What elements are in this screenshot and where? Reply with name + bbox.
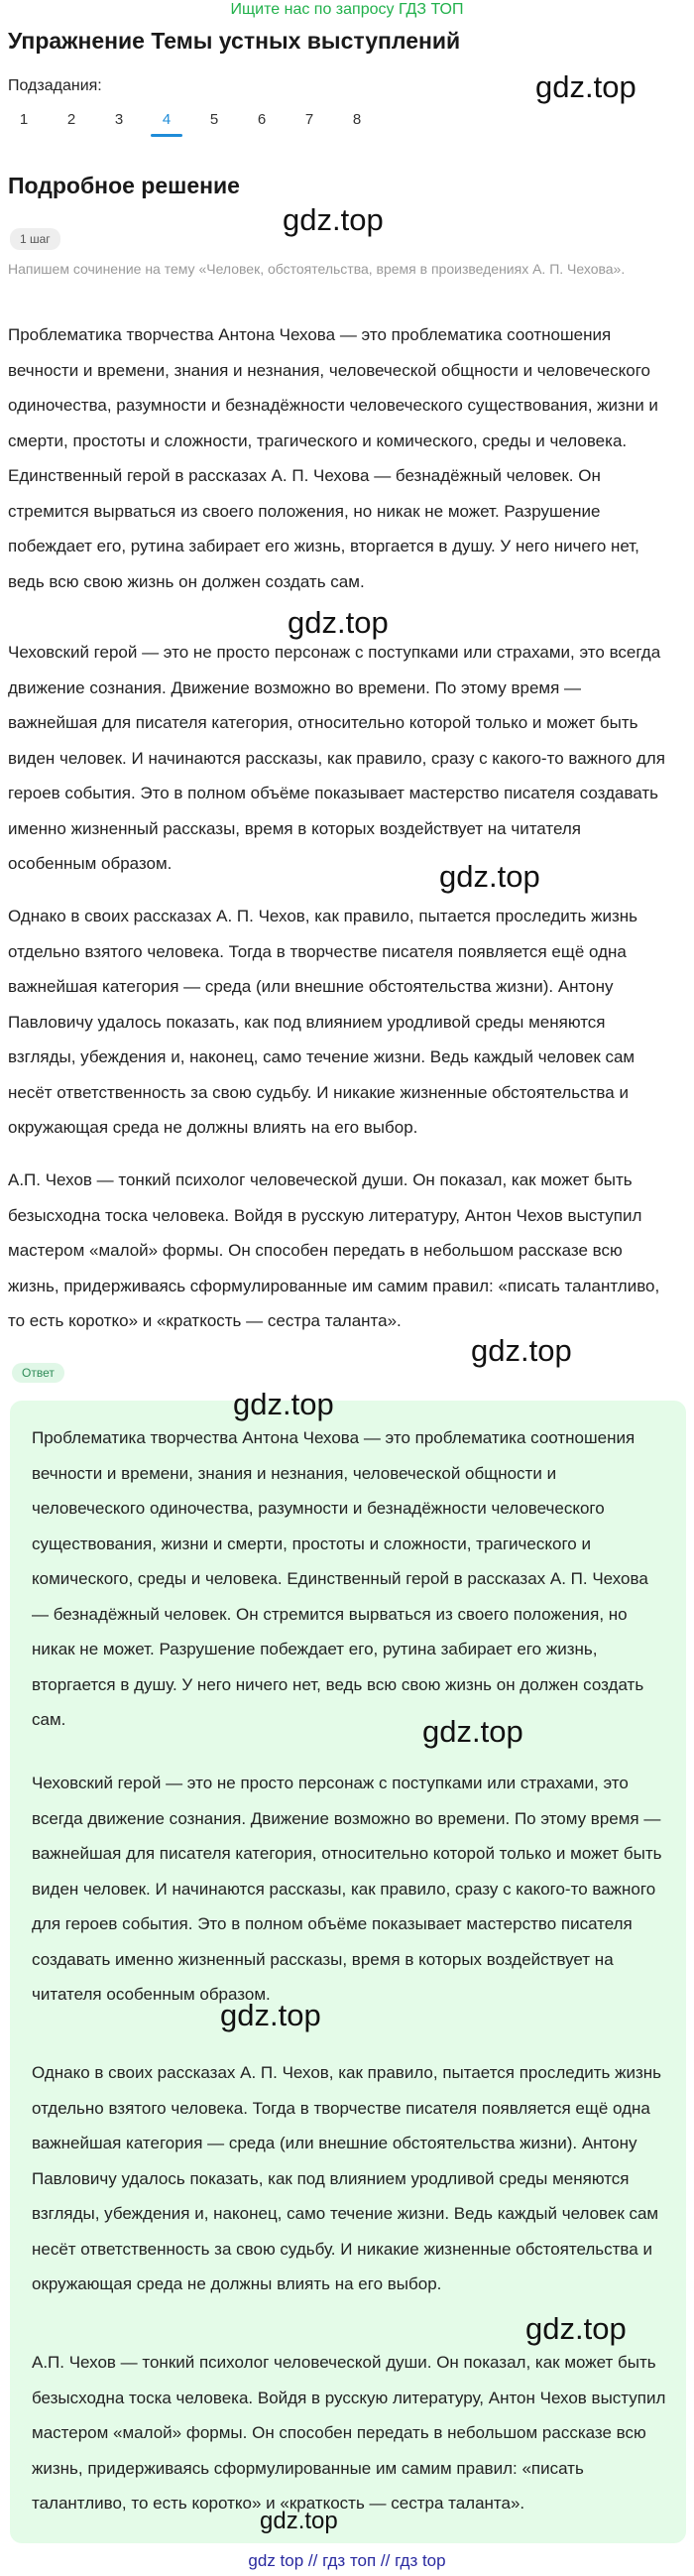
watermark: gdz.top xyxy=(233,1387,334,1421)
watermark: gdz.top xyxy=(535,69,636,104)
watermark: gdz.top xyxy=(525,2311,627,2346)
subtask-tab-2[interactable]: 2 xyxy=(66,111,76,128)
watermark: gdz.top xyxy=(283,202,384,237)
solution-intro: Напишем сочинение на тему «Человек, обстоятельства, время в произведениях А. П. Чехова». xyxy=(8,261,626,277)
watermark: gdz.top xyxy=(471,1333,572,1368)
watermark: gdz.top xyxy=(260,2508,338,2534)
subtask-tabs xyxy=(0,103,381,137)
subtask-tab-1[interactable]: 1 xyxy=(19,111,29,128)
subtask-tab-4[interactable]: 4 xyxy=(143,103,190,137)
subtask-tab-8[interactable]: 8 xyxy=(352,111,362,128)
subtasks-label: Подзадания: xyxy=(8,77,102,94)
answer-paragraph-3: Однако в своих рассказах А. П. Чехов, как правило, пытается проследить жизнь отдельно взятого человека. Тогда в творчестве писателя появляется ещё одна важнейшая категория — среда (или внешние обстоятельства жизни). Антону Павловичу удалось показать, как под влиянием уродливой среды меняются взгляды, убеждения и, наконец, само течение жизни. Ведь каждый человек сам несёт ответственность за свою судьбу. И никакие жизненные обстоятельства и окружающая среда не должны влиять на его выбор. xyxy=(32,2063,662,2293)
watermark: gdz.top xyxy=(422,1714,523,1749)
solution-paragraph-4: А.П. Чехов — тонкий психолог человеческой души. Он показал, как может быть безысходна тоска человека. Войдя в русскую литературу, Антон Чехов выступил мастером «малой» формы. Он способен передать в небольшом рассказе всю жизнь, придерживаясь сформулированные им самим правил: «писать талантливо, то есть коротко» и «краткость — сестра таланта». xyxy=(8,1170,660,1330)
watermark: gdz.top xyxy=(439,859,540,894)
top-banner: Ищите нас по запросу ГДЗ ТОП xyxy=(230,1,464,18)
subtask-tab-5[interactable]: 5 xyxy=(209,111,219,128)
watermark: gdz.top xyxy=(288,605,389,640)
watermark: gdz.top xyxy=(220,1998,321,2032)
answer-badge: Ответ xyxy=(12,1363,64,1383)
solution-paragraph-1: Проблематика творчества Антона Чехова — это проблематика соотношения вечности и времени, знания и незнания, человеческой общности и человеческого одиночества, разумности и безнадёжности человеческого существования, жизни и смерти, простоты и сложности, трагического и комического, среды и человека. Единственный герой в рассказах А. П. Чехова — безнадёжный человек. Он стремится вырваться из своего положения, но никак не может. Разрушение побеждает его, рутина забирает его жизнь, вторгается в душу. У него ничего нет, ведь всю свою жизнь он должен создать сам. xyxy=(8,325,658,591)
answer-paragraph-1: Проблематика творчества Антона Чехова — это проблематика соотношения вечности и времени, знания и незнания, человеческой общности и человеческого одиночества, разумности и безнадёжности человеческого существования, жизни и смерти, простоты и сложности, трагического и комического, среды и человека. Единственный герой в рассказах А. П. Чехова — безнадёжный человек. Он стремится вырваться из своего положения, но никак не может. Разрушение побеждает его, рутина забирает его жизнь, вторгается в душу. У него ничего нет, ведь всю свою жизнь он должен создать сам. xyxy=(32,1428,648,1729)
subtask-tab-7[interactable]: 7 xyxy=(304,111,314,128)
solution-title: Подробное решение xyxy=(8,173,240,198)
subtask-tab-6[interactable]: 6 xyxy=(257,111,267,128)
exercise-title: Упражнение Темы устных выступлений xyxy=(8,28,461,54)
answer-paragraph-2: Чеховский герой — это не просто персонаж с поступками или страхами, это всегда движение сознания. Движение возможно во времени. По этому время — важнейшая для писателя категория, относительно которой только и может быть виден человек. И начинаются рассказы, как правило, сразу с какого-то важного для героев события. Это в полном объёме показывает мастерство писателя создавать именно жизненный рассказы, время в которых воздействует на читателя особенным образом. xyxy=(32,1774,662,2004)
solution-paragraph-3: Однако в своих рассказах А. П. Чехов, как правило, пытается проследить жизнь отдельно взятого человека. Тогда в творчестве писателя появляется ещё одна важнейшая категория — среда (или внешние обстоятельства жизни). Антону Павловичу удалось показать, как под влиянием уродливой среды меняются взгляды, убеждения и, наконец, само течение жизни. Ведь каждый человек сам несёт ответственность за свою судьбу. И никакие жизненные обстоятельства и окружающая среда не должны влиять на его выбор. xyxy=(8,907,638,1137)
footer-links[interactable]: gdz top // гдз топ // гдз top xyxy=(248,2551,446,2570)
solution-paragraph-2: Чеховский герой — это не просто персонаж с поступками или страхами, это всегда движение сознания. Движение возможно во времени. По этому время — важнейшая для писателя категория, относительно которой только и может быть виден человек. И начинаются рассказы, как правило, сразу с какого-то важного для героев события. Это в полном объёме показывает мастерство писателя создавать именно жизненный рассказы, время в которых воздействует на читателя особенным образом. xyxy=(8,643,665,873)
subtask-tab-3[interactable]: 3 xyxy=(114,111,124,128)
answer-paragraph-4: А.П. Чехов — тонкий психолог человеческой души. Он показал, как может быть безысходна тоска человека. Войдя в русскую литературу, Антон Чехов выступил мастером «малой» формы. Он способен передать в небольшом рассказе всю жизнь, придерживаясь сформулированные им самим правил: «писать талантливо, то есть коротко» и «краткость — сестра таланта». xyxy=(32,2353,666,2513)
step-badge: 1 шаг xyxy=(10,228,60,250)
